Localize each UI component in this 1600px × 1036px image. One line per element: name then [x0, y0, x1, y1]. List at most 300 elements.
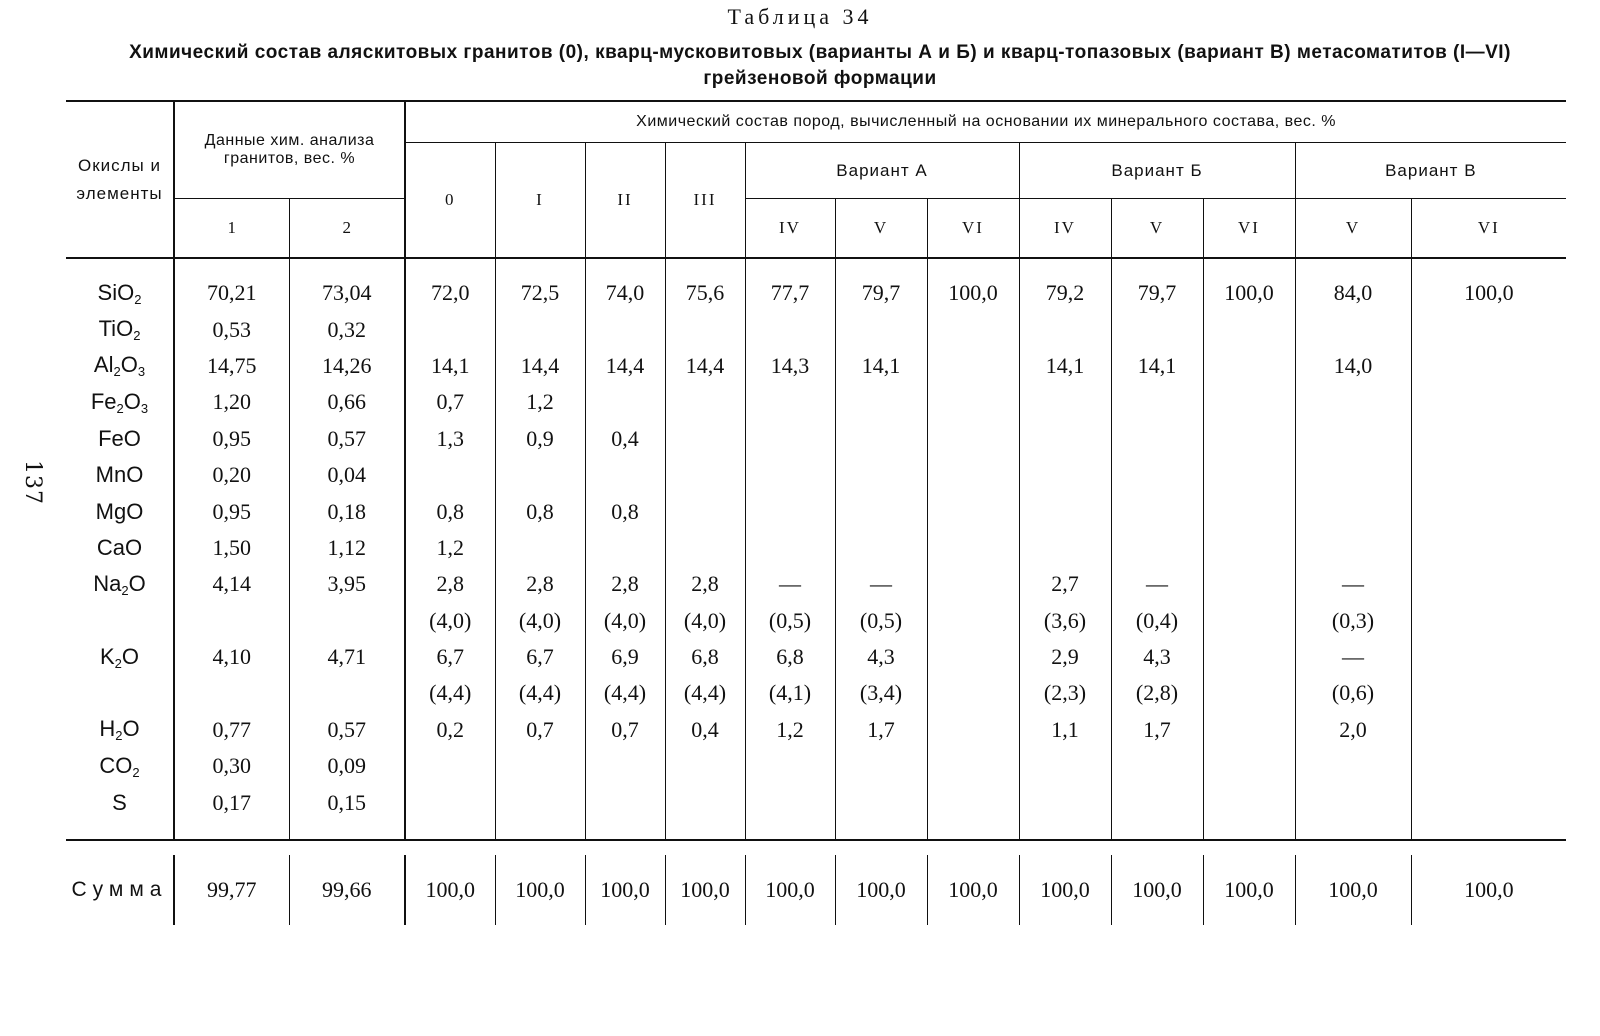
- value-cell: [1411, 493, 1566, 529]
- value-cell: [835, 493, 927, 529]
- spacer-cell: [1019, 821, 1111, 840]
- value-cell: [927, 530, 1019, 566]
- oxide-label: MgO: [66, 493, 174, 529]
- value-cell: [745, 311, 835, 347]
- sum-value-cell: 100,0: [927, 855, 1019, 925]
- spacer-cell: [585, 258, 665, 275]
- value-cell: [585, 384, 665, 420]
- value-cell: (4,0): [495, 603, 585, 639]
- value-cell: [835, 311, 927, 347]
- value-cell: [1203, 530, 1295, 566]
- value-cell: 70,21: [174, 275, 289, 311]
- value-cell: [927, 639, 1019, 675]
- value-cell: 4,14: [174, 566, 289, 602]
- value-cell: [585, 311, 665, 347]
- value-cell: (3,4): [835, 675, 927, 711]
- value-cell: [174, 603, 289, 639]
- value-cell: 4,3: [1111, 639, 1203, 675]
- spacer-cell: [745, 258, 835, 275]
- value-cell: 0,66: [289, 384, 405, 420]
- value-cell: [495, 457, 585, 493]
- value-cell: 14,1: [835, 348, 927, 384]
- value-cell: [665, 384, 745, 420]
- value-cell: [1019, 311, 1111, 347]
- value-cell: (4,4): [495, 675, 585, 711]
- spacer-cell: [495, 258, 585, 275]
- value-cell: [835, 530, 927, 566]
- value-cell: [1411, 748, 1566, 784]
- value-cell: 77,7: [745, 275, 835, 311]
- header-a-V: V: [835, 199, 927, 259]
- value-cell: [927, 348, 1019, 384]
- value-cell: [1411, 603, 1566, 639]
- value-cell: 0,32: [289, 311, 405, 347]
- value-cell: 1,2: [745, 712, 835, 748]
- value-cell: 2,8: [665, 566, 745, 602]
- table-row: [66, 639, 1566, 675]
- value-cell: [665, 311, 745, 347]
- value-cell: [495, 784, 585, 820]
- oxide-label: $Al_2O_3$: [66, 348, 174, 384]
- header-col-II: II: [585, 143, 665, 259]
- value-cell: [835, 748, 927, 784]
- table-row: [66, 421, 1566, 457]
- spacer-cell: [835, 258, 927, 275]
- value-cell: 0,7: [495, 712, 585, 748]
- value-cell: 0,7: [585, 712, 665, 748]
- oxide-label: MnO: [66, 457, 174, 493]
- value-cell: 0,8: [495, 493, 585, 529]
- table-row: [66, 457, 1566, 493]
- spacer-cell: [1411, 821, 1566, 840]
- value-cell: 14,75: [174, 348, 289, 384]
- value-cell: [665, 530, 745, 566]
- header-a-VI: VI: [927, 199, 1019, 259]
- spacer-cell: [1411, 258, 1566, 275]
- value-cell: [1111, 421, 1203, 457]
- spacer-cell: [174, 258, 289, 275]
- value-cell: (4,4): [665, 675, 745, 711]
- sum-value-cell: 100,0: [1464, 876, 1514, 902]
- value-cell: 2,7: [1019, 566, 1111, 602]
- spacer-cell: [66, 821, 174, 840]
- spacer-cell: [1203, 821, 1295, 840]
- table-row: [66, 603, 1566, 639]
- value-cell: 0,7: [405, 384, 495, 420]
- spacer-cell: [927, 821, 1019, 840]
- value-cell: (0,6): [1295, 675, 1411, 711]
- value-cell: 0,8: [405, 493, 495, 529]
- value-cell: 14,1: [405, 348, 495, 384]
- value-cell: [1203, 748, 1295, 784]
- value-cell: 1,1: [1019, 712, 1111, 748]
- value-cell: 0,09: [289, 748, 405, 784]
- value-cell: 79,7: [1111, 275, 1203, 311]
- oxide-label: S: [66, 784, 174, 820]
- value-cell: 0,95: [174, 421, 289, 457]
- value-cell: [927, 748, 1019, 784]
- value-cell: 100,0: [1203, 275, 1295, 311]
- value-cell: [405, 311, 495, 347]
- sum-value-cell: 100,0: [1203, 855, 1295, 925]
- value-cell: [745, 530, 835, 566]
- spacer-cell: [495, 821, 585, 840]
- value-cell: 6,8: [745, 639, 835, 675]
- value-cell: [1411, 421, 1566, 457]
- value-cell: [1411, 384, 1566, 420]
- value-cell: [585, 748, 665, 784]
- value-cell: 0,9: [495, 421, 585, 457]
- value-cell: [927, 457, 1019, 493]
- oxide-label: SiO$_2$: [66, 275, 174, 311]
- value-cell: [835, 784, 927, 820]
- table-row: [66, 493, 1566, 529]
- value-cell: [927, 493, 1019, 529]
- value-cell: —: [745, 566, 835, 602]
- value-cell: 4,3: [835, 639, 927, 675]
- sum-value-cell: 100,0: [585, 855, 665, 925]
- sum-value-cell: 100,0: [1295, 855, 1411, 925]
- value-cell: [1411, 457, 1566, 493]
- value-cell: [1203, 311, 1295, 347]
- value-cell: 6,8: [665, 639, 745, 675]
- value-cell: [1203, 421, 1295, 457]
- header-analysis-col-1: 1: [174, 199, 289, 259]
- table-row: [66, 275, 1566, 311]
- sum-row: [66, 855, 1566, 925]
- value-cell: [1411, 566, 1566, 602]
- spacer-cell: [405, 821, 495, 840]
- value-cell: [927, 712, 1019, 748]
- spacer-cell: [66, 258, 174, 275]
- value-cell: [1111, 457, 1203, 493]
- sum-label: Сумма: [66, 855, 174, 925]
- value-cell: [495, 748, 585, 784]
- header-col-0: 0: [405, 143, 495, 259]
- value-cell: 72,5: [495, 275, 585, 311]
- value-cell: 6,9: [585, 639, 665, 675]
- table-number: Таблица 34: [727, 4, 873, 29]
- value-cell: [1295, 457, 1411, 493]
- value-cell: [1111, 311, 1203, 347]
- table-body: [66, 258, 1566, 925]
- value-cell: [1111, 784, 1203, 820]
- value-cell: [745, 748, 835, 784]
- value-cell: 0,57: [289, 712, 405, 748]
- value-cell: [174, 675, 289, 711]
- value-cell: [835, 457, 927, 493]
- spacer-cell: [1203, 258, 1295, 275]
- value-cell: 0,30: [174, 748, 289, 784]
- spacer-cell: [745, 821, 835, 840]
- oxide-label: $H_2O$: [66, 712, 174, 748]
- header-v-VI: VI: [1411, 199, 1566, 259]
- value-cell: 72,0: [405, 275, 495, 311]
- value-cell: 1,3: [405, 421, 495, 457]
- oxide-label: $CO_2$: [66, 748, 174, 784]
- value-cell: [927, 384, 1019, 420]
- spacer-cell: [289, 258, 405, 275]
- value-cell: 1,7: [835, 712, 927, 748]
- value-cell: 4,10: [174, 639, 289, 675]
- header-oxides: Окислы и элементы: [66, 101, 174, 258]
- value-cell: 0,15: [289, 784, 405, 820]
- table-row: [66, 348, 1566, 384]
- value-cell: [1203, 603, 1295, 639]
- value-cell: 1,2: [405, 530, 495, 566]
- value-cell: 14,4: [495, 348, 585, 384]
- value-cell: 6,7: [405, 639, 495, 675]
- value-cell: —: [1295, 639, 1411, 675]
- value-cell: [405, 784, 495, 820]
- oxide-label: TiO$_2$: [66, 311, 174, 347]
- value-cell: 0,2: [405, 712, 495, 748]
- header-analysis: Данные хим. анализа гранитов, вес. %: [174, 101, 405, 199]
- value-cell: [745, 421, 835, 457]
- value-cell: 14,4: [585, 348, 665, 384]
- value-cell: [495, 530, 585, 566]
- header-v-V: V: [1295, 199, 1411, 259]
- spacer-cell: [927, 258, 1019, 275]
- value-cell: [585, 457, 665, 493]
- value-cell: (0,4): [1111, 603, 1203, 639]
- value-cell: [1203, 675, 1295, 711]
- table-row: [66, 566, 1566, 602]
- sum-value-cell: 100,0: [1111, 855, 1203, 925]
- value-cell: (4,4): [405, 675, 495, 711]
- value-cell: [405, 748, 495, 784]
- value-cell: —: [1111, 566, 1203, 602]
- value-cell: [745, 384, 835, 420]
- gap-cell: [66, 840, 1566, 855]
- value-cell: [1203, 712, 1295, 748]
- value-cell: 0,57: [289, 421, 405, 457]
- value-cell: 74,0: [585, 275, 665, 311]
- value-cell: [835, 384, 927, 420]
- value-cell: 2,0: [1295, 712, 1411, 748]
- value-cell: [289, 675, 405, 711]
- spacer-cell: [1295, 258, 1411, 275]
- value-cell: [1295, 421, 1411, 457]
- value-cell: (4,4): [585, 675, 665, 711]
- header-a-IV: IV: [745, 199, 835, 259]
- value-cell: [1203, 384, 1295, 420]
- value-cell: [1019, 457, 1111, 493]
- spacer-cell: [405, 258, 495, 275]
- value-cell: (4,1): [745, 675, 835, 711]
- oxide-label: FeO: [66, 421, 174, 457]
- table-row: [66, 530, 1566, 566]
- value-cell: [1203, 639, 1295, 675]
- value-cell: [745, 457, 835, 493]
- value-cell: [1203, 784, 1295, 820]
- spacer-cell: [289, 821, 405, 840]
- table-row: [66, 748, 1566, 784]
- value-cell: 0,04: [289, 457, 405, 493]
- value-cell: (2,3): [1019, 675, 1111, 711]
- value-cell: 3,95: [289, 566, 405, 602]
- header-variant-v: Вариант В: [1295, 143, 1566, 199]
- value-cell: [665, 421, 745, 457]
- value-cell: [927, 784, 1019, 820]
- value-cell: [1295, 384, 1411, 420]
- value-cell: (0,3): [1295, 603, 1411, 639]
- value-cell: 1,7: [1111, 712, 1203, 748]
- spacer-row: [66, 258, 1566, 275]
- value-cell: 14,3: [745, 348, 835, 384]
- spacer-cell: [1295, 821, 1411, 840]
- value-cell: [665, 748, 745, 784]
- value-cell: [1111, 748, 1203, 784]
- value-cell: [1203, 457, 1295, 493]
- value-cell: (3,6): [1019, 603, 1111, 639]
- value-cell: [1411, 311, 1566, 347]
- value-cell: [745, 784, 835, 820]
- value-cell: [1411, 530, 1566, 566]
- spacer-cell: [585, 821, 665, 840]
- value-cell: [1203, 493, 1295, 529]
- value-cell: 84,0: [1295, 275, 1411, 311]
- value-cell: 14,4: [665, 348, 745, 384]
- value-cell: 75,6: [665, 275, 745, 311]
- value-cell: (0,5): [745, 603, 835, 639]
- value-cell: [665, 457, 745, 493]
- value-cell: [1411, 675, 1566, 711]
- end-spacer-row: [66, 821, 1566, 840]
- spacer-cell: [174, 821, 289, 840]
- spacer-cell: [1111, 821, 1203, 840]
- value-cell: 79,2: [1019, 275, 1111, 311]
- value-cell: [289, 603, 405, 639]
- header-col-I: I: [495, 143, 585, 259]
- value-cell: 100,0: [927, 275, 1019, 311]
- value-cell: [927, 603, 1019, 639]
- sum-value-cell: 100,0: [665, 855, 745, 925]
- value-cell: 14,1: [1111, 348, 1203, 384]
- value-cell: [585, 530, 665, 566]
- value-cell: —: [835, 566, 927, 602]
- value-cell: [665, 493, 745, 529]
- value-cell: [1295, 748, 1411, 784]
- header-col-III: III: [665, 143, 745, 259]
- value-cell: 100,0: [1464, 280, 1514, 306]
- value-cell: [1111, 530, 1203, 566]
- sum-value-cell: 100,0: [835, 855, 927, 925]
- value-cell: [745, 493, 835, 529]
- value-cell: [927, 421, 1019, 457]
- value-cell: (4,0): [585, 603, 665, 639]
- value-cell: [1411, 784, 1566, 820]
- value-cell: 0,8: [585, 493, 665, 529]
- value-cell: [927, 566, 1019, 602]
- oxide-label: CaO: [66, 530, 174, 566]
- spacer-cell: [665, 821, 745, 840]
- spacer-cell: [665, 258, 745, 275]
- sum-value-cell: 100,0: [745, 855, 835, 925]
- value-cell: 0,20: [174, 457, 289, 493]
- value-cell: 6,7: [495, 639, 585, 675]
- oxide-label: [66, 603, 174, 639]
- value-cell: [585, 784, 665, 820]
- oxide-label: $K_2O$: [66, 639, 174, 675]
- sum-value-cell: 99,77: [174, 855, 289, 925]
- value-cell: 1,12: [289, 530, 405, 566]
- value-cell: [1019, 748, 1111, 784]
- value-cell: 14,0: [1295, 348, 1411, 384]
- header-b-VI: VI: [1203, 199, 1295, 259]
- sum-value-cell: 100,0: [1019, 855, 1111, 925]
- value-cell: —: [1295, 566, 1411, 602]
- value-cell: [1019, 493, 1111, 529]
- oxide-label: $Na_2O$: [66, 566, 174, 602]
- table-caption: Химический состав аляскитовых гранитов (0), кварц-мусковитовых (варианты А и Б) и кварц-топазовых (вариант В) метасоматитов (I—VI) грейзеновой формации: [129, 42, 1511, 89]
- value-cell: 1,20: [174, 384, 289, 420]
- value-cell: [1295, 530, 1411, 566]
- value-cell: [1019, 784, 1111, 820]
- spacer-cell: [1019, 258, 1111, 275]
- value-cell: [1019, 421, 1111, 457]
- oxide-label: $Fe_2O_3$: [66, 384, 174, 420]
- value-cell: 0,95: [174, 493, 289, 529]
- value-cell: [1411, 348, 1566, 384]
- value-cell: (0,5): [835, 603, 927, 639]
- header-variant-b: Вариант Б: [1019, 143, 1295, 199]
- value-cell: (4,0): [665, 603, 745, 639]
- value-cell: [1411, 712, 1566, 748]
- header-b-IV: IV: [1019, 199, 1111, 259]
- table-row: [66, 311, 1566, 347]
- table-row: [66, 384, 1566, 420]
- value-cell: 0,17: [174, 784, 289, 820]
- value-cell: [1203, 566, 1295, 602]
- value-cell: 0,53: [174, 311, 289, 347]
- table-row: [66, 675, 1566, 711]
- value-cell: [495, 311, 585, 347]
- value-cell: [665, 784, 745, 820]
- value-cell: 0,18: [289, 493, 405, 529]
- value-cell: 4,71: [289, 639, 405, 675]
- page-number: 137: [20, 460, 45, 505]
- value-cell: 0,4: [585, 421, 665, 457]
- value-cell: 1,50: [174, 530, 289, 566]
- value-cell: [1111, 384, 1203, 420]
- value-cell: 0,4: [665, 712, 745, 748]
- value-cell: 73,04: [289, 275, 405, 311]
- value-cell: [405, 457, 495, 493]
- table-row: [66, 712, 1566, 748]
- value-cell: 2,8: [495, 566, 585, 602]
- value-cell: 2,8: [585, 566, 665, 602]
- value-cell: (2,8): [1111, 675, 1203, 711]
- table-row: [66, 784, 1566, 820]
- value-cell: 1,2: [495, 384, 585, 420]
- value-cell: [1295, 311, 1411, 347]
- value-cell: (4,0): [405, 603, 495, 639]
- value-cell: 14,1: [1019, 348, 1111, 384]
- value-cell: 2,9: [1019, 639, 1111, 675]
- sum-value-cell: 100,0: [495, 855, 585, 925]
- value-cell: [835, 421, 927, 457]
- chemical-composition-table: [66, 100, 1566, 925]
- spacer-cell: [1111, 258, 1203, 275]
- value-cell: [1295, 784, 1411, 820]
- value-cell: [1411, 639, 1566, 675]
- value-cell: [1203, 348, 1295, 384]
- sum-value-cell: 100,0: [405, 855, 495, 925]
- header-analysis-col-2: 2: [289, 199, 405, 259]
- header-variant-a: Вариант А: [745, 143, 1019, 199]
- header-b-V: V: [1111, 199, 1203, 259]
